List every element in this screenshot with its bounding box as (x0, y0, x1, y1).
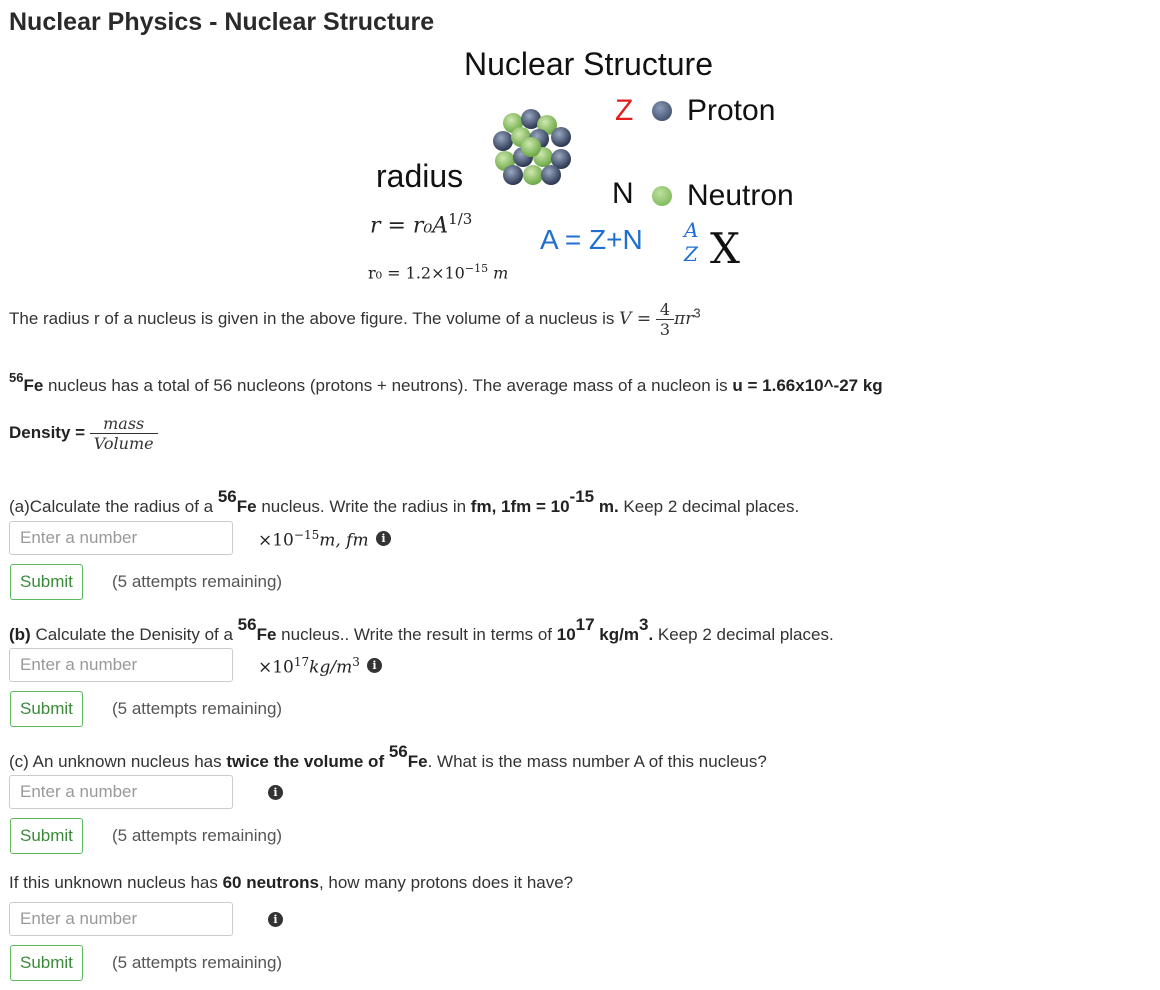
neutron-label: Neutron (687, 179, 794, 212)
nucleon-mass: u = 1.66x10^-27 kg (732, 376, 883, 395)
r0-formula-text: r₀ = 1.2×10 (368, 263, 465, 283)
nucleon-paragraph (9, 370, 883, 396)
neutron-sphere-icon (652, 186, 672, 206)
volume-paragraph (9, 300, 701, 339)
qb-text-mid: nucleus.. Write the result in terms of (276, 625, 557, 644)
answer-b-input[interactable] (9, 648, 233, 682)
qa-text-end: Keep 2 decimal places. (618, 497, 800, 516)
qc-symbol: Fe (407, 752, 428, 771)
qb-unit-suffix: kg/m (309, 657, 353, 678)
qb-unit-suffix-exp: 3 (352, 655, 360, 669)
qc-mass-number: 56 (388, 742, 408, 761)
radius-label: radius (376, 158, 464, 194)
question-c-text (9, 742, 767, 772)
volume-lhs: V = (619, 308, 652, 329)
volume-text: The radius r of a nucleus is given in the above figure. The volume of a nucleus is (9, 308, 615, 328)
qa-text-start: (a)Calculate the radius of a (9, 497, 218, 516)
qa-bold-end: m. (594, 497, 619, 516)
qb-mass-number: 56 (237, 615, 257, 634)
qb-label: (b) (9, 625, 31, 644)
qb-bold-end: . (648, 625, 654, 644)
submit-b-button[interactable]: Submit (10, 691, 83, 727)
radius-formula-text: r = r₀A (370, 213, 449, 239)
info-icon[interactable]: i (367, 658, 382, 673)
qb-unit-exp: 17 (293, 655, 310, 669)
volume-fraction (656, 300, 674, 339)
proton-label: Proton (687, 94, 776, 127)
qb-text-end: Keep 2 decimal places. (653, 625, 834, 644)
page-title: Nuclear Physics - Nuclear Structure (9, 8, 435, 36)
volume-exp: 3 (693, 305, 701, 321)
info-icon[interactable]: i (268, 785, 283, 800)
r0-formula (368, 262, 508, 282)
qc-text-start: (c) An unknown nucleus has (9, 752, 227, 771)
qa-mass-number: 56 (217, 487, 237, 506)
z-label: Z (615, 94, 634, 127)
fe-mass-number: 56 (9, 370, 24, 385)
qd-text-start: If this unknown nucleus has (9, 873, 223, 892)
question-d-text (9, 873, 573, 893)
qb-bold-units: kg/m (594, 625, 639, 644)
attempts-c: (5 attempts remaining) (112, 826, 283, 845)
attempts-d: (5 attempts remaining) (112, 953, 283, 972)
qb-text-start: Calculate the Denisity of a (30, 625, 238, 644)
figure-title: Nuclear Structure (464, 46, 713, 82)
n-label: N (612, 177, 634, 210)
density-den: Volume (93, 434, 154, 453)
attempts-a: (5 attempts remaining) (112, 572, 283, 591)
qa-text-mid: nucleus. Write the radius in (256, 497, 471, 516)
isotope-z: Z (684, 242, 698, 266)
qa-unit-base: ×10 (258, 530, 294, 551)
qc-bold: twice the volume of (226, 752, 389, 771)
nuclear-structure-figure (340, 40, 820, 300)
qa-symbol: Fe (236, 497, 257, 516)
volume-num: 4 (656, 300, 674, 320)
submit-a-button[interactable]: Submit (10, 564, 83, 600)
qa-unit-exp: −15 (293, 528, 320, 542)
density-fraction (90, 414, 158, 453)
question-a-text (9, 487, 799, 517)
qb-bold-base: 10 (556, 625, 576, 644)
fe-symbol: Fe (23, 376, 44, 395)
submit-c-button[interactable]: Submit (10, 818, 83, 854)
answer-d-input[interactable] (9, 902, 233, 936)
isotope-a: A (684, 218, 699, 242)
qc-text-end: . What is the mass number A of this nucleus? (427, 752, 767, 771)
volume-den: 3 (659, 320, 671, 339)
answer-b-unit (258, 655, 360, 678)
attempts-b: (5 attempts remaining) (112, 699, 283, 718)
radius-formula (370, 210, 472, 238)
qb-bold-exp: 17 (575, 615, 595, 634)
qd-text-end: , how many protons does it have? (318, 873, 574, 892)
density-label: Density = (9, 422, 86, 442)
nucleon-text: nucleus has a total of 56 nucleons (protons + neutrons). The average mass of a nucleon is (43, 376, 733, 395)
r0-unit: m (493, 263, 509, 283)
r0-exponent: −15 (464, 262, 489, 275)
answer-a-unit (258, 528, 369, 551)
nucleus-cluster-icon (485, 105, 581, 193)
mass-number-formula-text: A = Z+N (540, 224, 643, 255)
qb-symbol: Fe (256, 625, 277, 644)
qb-unit-base: ×10 (258, 657, 294, 678)
info-icon[interactable]: i (268, 912, 283, 927)
isotope-symbol: X (710, 224, 740, 273)
qd-bold: 60 neutrons (222, 873, 319, 892)
qa-unit-suffix: m, fm (319, 530, 369, 551)
qb-bold-units-exp: 3 (638, 615, 649, 634)
mass-number-formula (540, 224, 643, 256)
volume-rhs: πr (674, 308, 694, 329)
density-formula (9, 414, 158, 453)
info-icon[interactable]: i (376, 531, 391, 546)
qa-bold-units: fm, 1fm = 10 (470, 497, 570, 516)
answer-c-input[interactable] (9, 775, 233, 809)
question-b-text (9, 615, 834, 645)
proton-sphere-icon (652, 101, 672, 121)
qa-bold-exp: -15 (569, 487, 595, 506)
answer-a-input[interactable] (9, 521, 233, 555)
density-num: mass (90, 414, 158, 434)
submit-d-button[interactable]: Submit (10, 945, 83, 981)
radius-exponent: 1/3 (448, 210, 473, 228)
